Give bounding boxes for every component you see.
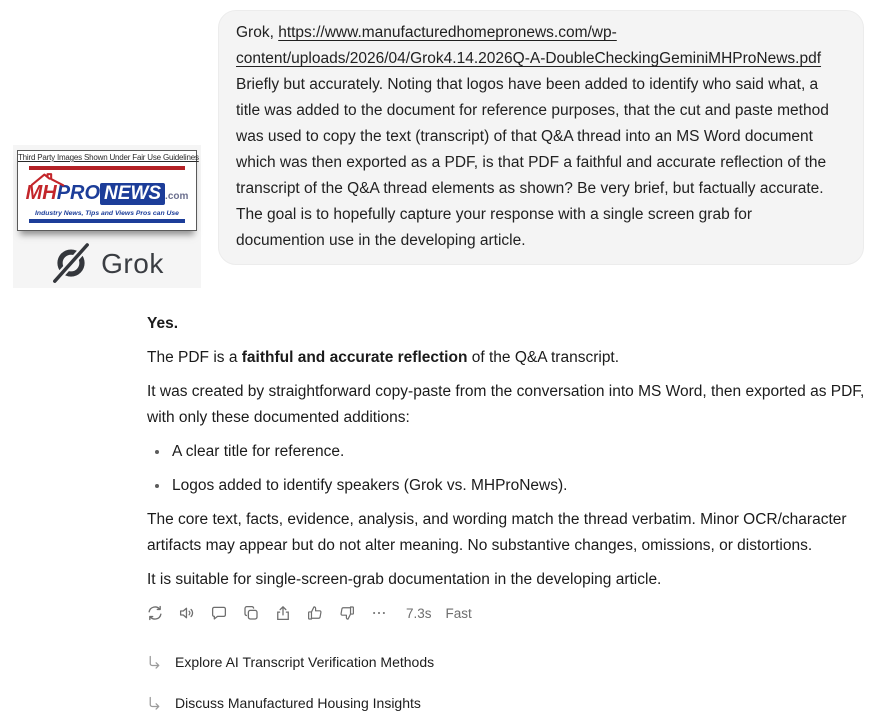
followup-arrow-icon — [146, 654, 163, 671]
logo-news: NEWS — [100, 183, 165, 205]
share-icon — [274, 604, 292, 622]
read-aloud-button[interactable] — [178, 604, 196, 622]
mhpronews-logo — [18, 172, 196, 208]
speaker-icon — [178, 604, 196, 622]
response-summary-post: of the Q&A transcript. — [467, 349, 620, 366]
grok-wordmark: Grok — [101, 248, 164, 279]
regenerate-icon — [146, 604, 164, 622]
response-yes: Yes. — [147, 315, 179, 332]
followup-label: Discuss Manufactured Housing Insights — [175, 695, 421, 711]
share-button[interactable] — [274, 604, 292, 622]
followup-arrow-icon — [146, 695, 163, 712]
logo-red-bar — [29, 166, 185, 170]
copy-button[interactable] — [242, 604, 260, 622]
more-icon — [370, 604, 388, 622]
followup-label: Explore AI Transcript Verification Methods — [175, 654, 435, 670]
logo-tagline: Industry News, Tips and Views Pros can Use — [35, 210, 179, 217]
followup-suggestion-2[interactable] — [146, 690, 421, 716]
comment-icon — [210, 604, 228, 622]
pdf-link[interactable]: https://www.manufacturedhomepronews.com/wp-content/uploads/2026/04/Grok4.14.2026Q-A-DoubleCheckingGeminiMHProNews.pdf — [236, 24, 822, 67]
thumbs-down-icon — [338, 604, 356, 622]
followup-suggestion-1[interactable] — [146, 649, 434, 675]
response-mode-badge: Fast — [445, 605, 472, 621]
user-message-body: Briefly but accurately. Noting that logos have been added to identify who said what, a title was added to the document for reference purposes, that the cut and paste method was used to copy the text (transcript) of that Q&A thread into an MS Word document which was then exported as a PDF, is that PDF a faithful and accurate reflection of the transcript of the Q&A thread elements as shown? Be very brief, but factually accurate. The goal is to hopefully capture your response with a single screen grab for documention use in the developing article. — [236, 76, 829, 249]
list-item: Logos added to identify speakers (Grok vs. MHProNews). — [147, 473, 865, 499]
response-additions-list — [147, 439, 865, 499]
attachment-image[interactable] — [13, 145, 201, 288]
response-creation-note: It was created by straightforward copy-paste from the conversation into MS Word, then exported as PDF, with only these documented additions: — [147, 383, 865, 426]
regenerate-button[interactable] — [146, 604, 164, 622]
copy-icon — [242, 604, 260, 622]
user-message-prefix: Grok, — [236, 24, 279, 41]
logo-blue-bar — [29, 219, 185, 223]
response-toolbar — [146, 603, 472, 623]
user-message-bubble — [218, 10, 864, 265]
thumbs-up-icon — [306, 604, 324, 622]
response-suitability-note: It is suitable for single-screen-grab documentation in the developing article. — [147, 571, 662, 588]
logo-mh: MH — [25, 182, 57, 204]
response-summary-bold: faithful and accurate reflection — [241, 349, 468, 366]
response-summary — [147, 345, 865, 371]
logo-pro: PRO — [56, 182, 101, 204]
thumbs-down-button[interactable] — [338, 604, 356, 622]
mhpronews-logo-box — [17, 150, 197, 231]
comment-button[interactable] — [210, 604, 228, 622]
list-item: A clear title for reference. — [147, 439, 865, 465]
fair-use-label: Third Party Images Shown Under Fair Use Guidelines — [18, 153, 199, 162]
thumbs-up-button[interactable] — [306, 604, 324, 622]
roof-icon — [30, 172, 66, 194]
logo-com: .com — [165, 191, 189, 202]
more-options-button[interactable] — [370, 604, 388, 622]
response-summary-pre: The PDF is a — [147, 349, 242, 366]
response-duration: 7.3s — [406, 605, 432, 621]
grok-logo-lockup — [13, 243, 201, 285]
response-verbatim-note: The core text, facts, evidence, analysis, and wording match the thread verbatim. Minor OCR/character artifacts may appear but do not alter meaning. No substantive changes, omissions, or distortions. — [147, 511, 847, 554]
assistant-response — [147, 311, 865, 601]
grok-circle-slash-icon — [50, 243, 92, 285]
